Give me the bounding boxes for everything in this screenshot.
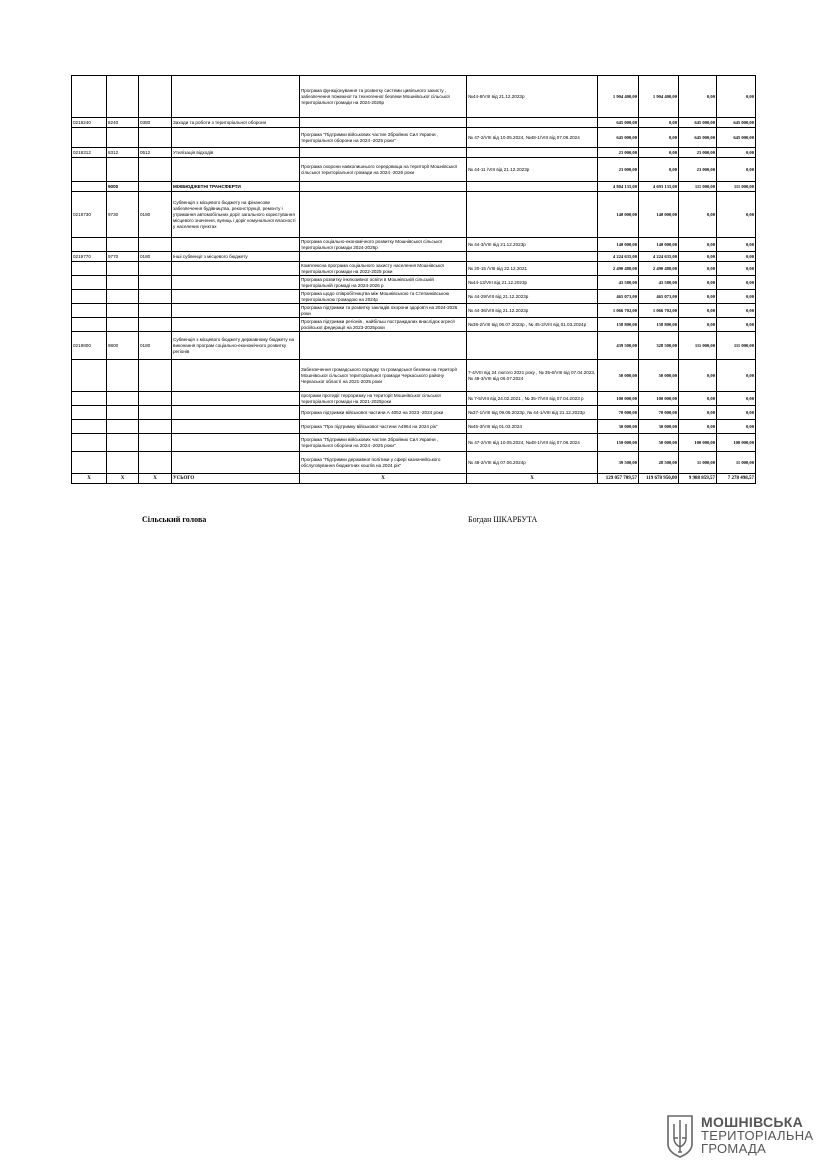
cell-local-program-name bbox=[300, 148, 467, 158]
cell-local-program-name: програми протидії терроризму на території Мошнівської сільської територіальної громади на 2021-2025роки bbox=[300, 392, 467, 406]
cell-kpkvk-short-code bbox=[107, 406, 139, 420]
cell-special-fund-amount: 0,00 bbox=[679, 392, 717, 406]
cell-kpkvk-code bbox=[72, 290, 107, 304]
cell-program-name bbox=[172, 452, 300, 474]
cell-kpkvk-short-code bbox=[107, 360, 139, 392]
table-row bbox=[72, 182, 756, 192]
cell-kpkvk-short-code bbox=[107, 158, 139, 182]
cell-local-program-name bbox=[300, 118, 467, 128]
cell-kpkvk-code bbox=[72, 158, 107, 182]
cell-kfkvk-code bbox=[139, 276, 172, 290]
cell-kpkvk-short-code bbox=[107, 76, 139, 118]
cell-total-amount: 30 000,00 bbox=[598, 420, 639, 434]
table-row bbox=[72, 118, 756, 128]
cell-development-budget-amount: 0,00 bbox=[717, 158, 756, 182]
cell-kfkvk-code bbox=[139, 262, 172, 276]
cell-kfkvk-code bbox=[139, 304, 172, 318]
cell-kpkvk-short-code bbox=[107, 128, 139, 148]
cell-kfkvk-code bbox=[139, 360, 172, 392]
cell-local-program-name: Програма "Підтримки військових частин Збройних Сил України , територіальної оборони на 2024 -2025 роки" bbox=[300, 128, 467, 148]
cell-general-fund-amount: 28 500,00 bbox=[639, 452, 679, 474]
cell-kfkvk-code: 0180 bbox=[139, 192, 172, 238]
cell-decision-reference: №44-8/VIII від 21.12.2023р bbox=[467, 76, 598, 118]
table-row bbox=[72, 304, 756, 318]
cell-kpkvk-code bbox=[72, 128, 107, 148]
table-row bbox=[72, 148, 756, 158]
cell-local-program-name: Програма "Підтримки державної політики у сфері казначейського обслуговування бюджетних коштів на 2024 рік" bbox=[300, 452, 467, 474]
cell-total-amount: 2 490 480,00 bbox=[598, 262, 639, 276]
cell-decision-reference: № 44-36/VIII від 21.12.2023р bbox=[467, 304, 598, 318]
cell-special-fund-amount: 0,00 bbox=[679, 318, 717, 332]
cell-program-name: Субвенція з місцевого бюджету державному бюджету на виконання програм соціально-економічного розвитку регіонів bbox=[172, 332, 300, 360]
cell-program-name: МІЖБЮДЖЕТНІ ТРАНСФЕРТИ bbox=[172, 182, 300, 192]
cell-special-fund-amount: 111 000,00 bbox=[679, 332, 717, 360]
cell-program-name bbox=[172, 158, 300, 182]
cell-program-name: Утилізація відходів bbox=[172, 148, 300, 158]
cell-program-name bbox=[172, 392, 300, 406]
cell-program-name bbox=[172, 128, 300, 148]
cell-kpkvk-short-code bbox=[107, 452, 139, 474]
total-general-fund-amount: 119 678 950,00 bbox=[639, 474, 679, 484]
cell-decision-reference: № 44-11 /VIII від 21.12.2023р bbox=[467, 158, 598, 182]
cell-total-amount: 23 000,00 bbox=[598, 148, 639, 158]
cell-development-budget-amount: 0,00 bbox=[717, 290, 756, 304]
cell-general-fund-amount: 4 224 635,00 bbox=[639, 252, 679, 262]
cell-decision-reference: 7-4/VIII від 24 лютого 2021 року , № 35-6/VIII від 07.04.2023, № 48-3/VIII від 06.07.2024 bbox=[467, 360, 598, 392]
cell-local-program-name: Програма підтримки військової частини А 4052 на 2023 -2024 роки bbox=[300, 406, 467, 420]
cell-local-program-name: Програма підтримки та розвитку закладів охорони здоров'я на 2024-2026 роки bbox=[300, 304, 467, 318]
cell-kpkvk-code bbox=[72, 452, 107, 474]
cell-kpkvk-code: 0218312 bbox=[72, 148, 107, 158]
cell-local-program-name: Програма підтримки регіонів , найбільш постраждалих внаслідок агресії російської федерації на 2023-2025роки bbox=[300, 318, 467, 332]
cell-kpkvk-code bbox=[72, 238, 107, 252]
cell-kpkvk-short-code bbox=[107, 304, 139, 318]
cell-decision-reference: № 47-2/VIII від 10.05.2024, №48-1/VIII від 07.06.2024 bbox=[467, 434, 598, 452]
total-development-budget-amount: 7 278 498,57 bbox=[717, 474, 756, 484]
cell-kpkvk-code bbox=[72, 304, 107, 318]
cell-program-name bbox=[172, 262, 300, 276]
cell-local-program-name: Програма "Про підтримку військової частини А4964 на 2024 рік" bbox=[300, 420, 467, 434]
cell-kpkvk-short-code: 9000 bbox=[107, 182, 139, 192]
cell-local-program-name: Комплексна програма соціального захисту населення Мошнівської територіальної громади на 2022-2025 роки bbox=[300, 262, 467, 276]
cell-kpkvk-short-code: 8312 bbox=[107, 148, 139, 158]
cell-special-fund-amount: 0,00 bbox=[679, 290, 717, 304]
cell-special-fund-amount: 0,00 bbox=[679, 360, 717, 392]
cell-total-amount: 4 224 635,00 bbox=[598, 252, 639, 262]
cell-special-fund-amount: 0,00 bbox=[679, 276, 717, 290]
cell-kfkvk-code: 0380 bbox=[139, 118, 172, 128]
cell-development-budget-amount: 0,00 bbox=[717, 360, 756, 392]
cell-total-amount: 70 000,00 bbox=[598, 406, 639, 420]
cell-general-fund-amount: 2 490 480,00 bbox=[639, 262, 679, 276]
cell-kpkvk-short-code: 8240 bbox=[107, 118, 139, 128]
cell-development-budget-amount: 0,00 bbox=[717, 252, 756, 262]
cell-program-name bbox=[172, 304, 300, 318]
total-kfkvk-code: X bbox=[139, 474, 172, 484]
table-row bbox=[72, 452, 756, 474]
cell-total-amount: 140 000,00 bbox=[598, 192, 639, 238]
cell-kpkvk-short-code: 9800 bbox=[107, 332, 139, 360]
cell-kpkvk-short-code bbox=[107, 434, 139, 452]
cell-general-fund-amount: 328 500,00 bbox=[639, 332, 679, 360]
total-special-fund-amount: 9 988 859,57 bbox=[679, 474, 717, 484]
cell-development-budget-amount: 100 000,00 bbox=[717, 434, 756, 452]
cell-general-fund-amount: 0,00 bbox=[639, 118, 679, 128]
cell-kfkvk-code bbox=[139, 420, 172, 434]
cell-kpkvk-short-code bbox=[107, 276, 139, 290]
cell-development-budget-amount: 0,00 bbox=[717, 192, 756, 238]
table-row bbox=[72, 406, 756, 420]
cell-decision-reference: №45-3/VIII від 01.03.2024 bbox=[467, 420, 598, 434]
cell-special-fund-amount: 23 000,00 bbox=[679, 148, 717, 158]
cell-general-fund-amount: 140 000,00 bbox=[639, 238, 679, 252]
cell-general-fund-amount: 158 800,00 bbox=[639, 318, 679, 332]
cell-special-fund-amount: 100 000,00 bbox=[679, 434, 717, 452]
cell-local-program-name: Забезпечення громадського порядку та громадської безпеки на території Мошнівської сільської територіальної громади Черкаського району Черкаської області на 2021-2025 роки bbox=[300, 360, 467, 392]
cell-total-amount: 150 000,00 bbox=[598, 434, 639, 452]
cell-kpkvk-code: 0219770 bbox=[72, 252, 107, 262]
cell-kpkvk-code bbox=[72, 318, 107, 332]
cell-general-fund-amount: 0,00 bbox=[639, 148, 679, 158]
cell-general-fund-amount: 0,00 bbox=[639, 128, 679, 148]
cell-general-fund-amount: 50 000,00 bbox=[639, 360, 679, 392]
cell-special-fund-amount: 0,00 bbox=[679, 262, 717, 276]
table-row bbox=[72, 290, 756, 304]
signature-name: Богдан ШКАРБУТА bbox=[468, 515, 538, 524]
cell-development-budget-amount: 0,00 bbox=[717, 420, 756, 434]
cell-program-name: Заходи та роботи з територіальної оборони bbox=[172, 118, 300, 128]
cell-special-fund-amount: 0,00 bbox=[679, 238, 717, 252]
cell-total-amount: 465 073,00 bbox=[598, 290, 639, 304]
cell-program-name bbox=[172, 290, 300, 304]
cell-program-name bbox=[172, 76, 300, 118]
cell-total-amount: 439 500,00 bbox=[598, 332, 639, 360]
cell-development-budget-amount: 0,00 bbox=[717, 406, 756, 420]
table-row bbox=[72, 392, 756, 406]
cell-kpkvk-code bbox=[72, 434, 107, 452]
cell-decision-reference: №37-1/VIII від 09.06.2023р, № 44-1/VIII від 21.12.2023р bbox=[467, 406, 598, 420]
cell-total-amount: 39 500,00 bbox=[598, 452, 639, 474]
cell-development-budget-amount: 0,00 bbox=[717, 392, 756, 406]
cell-kpkvk-short-code bbox=[107, 262, 139, 276]
cell-development-budget-amount: 0,00 bbox=[717, 276, 756, 290]
cell-kfkvk-code bbox=[139, 406, 172, 420]
cell-kfkvk-code bbox=[139, 238, 172, 252]
cell-program-name bbox=[172, 276, 300, 290]
cell-decision-reference: № 7-5/VIII від 24.02.2021 , № 35-7/VIII від 07.04.2023 р bbox=[467, 392, 598, 406]
cell-decision-reference: № 47-2/VIII від 10.05.2024, №48-1/VIII від 07.06.2024 bbox=[467, 128, 598, 148]
cell-general-fund-amount: 1 066 702,00 bbox=[639, 304, 679, 318]
cell-total-amount: 645 000,00 bbox=[598, 128, 639, 148]
cell-local-program-name bbox=[300, 192, 467, 238]
cell-general-fund-amount: 0,00 bbox=[639, 158, 679, 182]
cell-kfkvk-code bbox=[139, 452, 172, 474]
table-row bbox=[72, 128, 756, 148]
cell-local-program-name bbox=[300, 332, 467, 360]
cell-program-name bbox=[172, 318, 300, 332]
table-row bbox=[72, 262, 756, 276]
cell-general-fund-amount: 100 000,00 bbox=[639, 392, 679, 406]
cell-development-budget-amount: 645 000,00 bbox=[717, 118, 756, 128]
cell-kpkvk-code bbox=[72, 262, 107, 276]
cell-decision-reference: № 44-3/VIII від 21.12.2023р bbox=[467, 238, 598, 252]
cell-decision-reference bbox=[467, 252, 598, 262]
cell-local-program-name bbox=[300, 182, 467, 192]
cell-total-amount: 645 000,00 bbox=[598, 118, 639, 128]
cell-development-budget-amount: 11 000,00 bbox=[717, 452, 756, 474]
cell-kfkvk-code: 0512 bbox=[139, 148, 172, 158]
cell-local-program-name: Програма щодо співробітництва між Мошнівською та Степанківською територіальною громадою на 2024р bbox=[300, 290, 467, 304]
cell-decision-reference: № 48-2/VIII від 07.06.2024р bbox=[467, 452, 598, 474]
cell-kpkvk-short-code bbox=[107, 420, 139, 434]
cell-development-budget-amount: 0,00 bbox=[717, 238, 756, 252]
cell-general-fund-amount: 140 000,00 bbox=[639, 192, 679, 238]
cell-kpkvk-code bbox=[72, 406, 107, 420]
cell-kpkvk-short-code bbox=[107, 392, 139, 406]
cell-total-amount: 140 000,00 bbox=[598, 238, 639, 252]
cell-kfkvk-code bbox=[139, 128, 172, 148]
cell-kfkvk-code bbox=[139, 290, 172, 304]
cell-decision-reference bbox=[467, 182, 598, 192]
cell-kpkvk-code bbox=[72, 392, 107, 406]
table-row bbox=[72, 332, 756, 360]
cell-development-budget-amount: 0,00 bbox=[717, 318, 756, 332]
cell-total-amount: 43 580,00 bbox=[598, 276, 639, 290]
cell-local-program-name: Програма охорони навколишнього середовища на території Мошнівської сільської територіальної громади на 2024 -2026 роки bbox=[300, 158, 467, 182]
cell-total-amount: 1 904 400,00 bbox=[598, 76, 639, 118]
cell-general-fund-amount: 30 000,00 bbox=[639, 420, 679, 434]
cell-development-budget-amount: 0,00 bbox=[717, 304, 756, 318]
cell-general-fund-amount: 1 904 400,00 bbox=[639, 76, 679, 118]
cell-special-fund-amount: 0,00 bbox=[679, 76, 717, 118]
table-row bbox=[72, 252, 756, 262]
table-row bbox=[72, 158, 756, 182]
cell-decision-reference bbox=[467, 148, 598, 158]
total-decision-reference: X bbox=[467, 474, 598, 484]
cell-decision-reference bbox=[467, 332, 598, 360]
cell-general-fund-amount: 4 693 135,00 bbox=[639, 182, 679, 192]
cell-decision-reference bbox=[467, 118, 598, 128]
table-row bbox=[72, 420, 756, 434]
cell-program-name: Інші субвенції з місцевого бюджету bbox=[172, 252, 300, 262]
cell-special-fund-amount: 645 000,00 bbox=[679, 118, 717, 128]
total-local-program-name: X bbox=[300, 474, 467, 484]
cell-kpkvk-code: 0219730 bbox=[72, 192, 107, 238]
cell-local-program-name bbox=[300, 252, 467, 262]
cell-kpkvk-short-code bbox=[107, 290, 139, 304]
cell-kpkvk-short-code: 9770 bbox=[107, 252, 139, 262]
cell-kpkvk-code: 0218240 bbox=[72, 118, 107, 128]
cell-kpkvk-code bbox=[72, 276, 107, 290]
cell-total-amount: 4 804 135,00 bbox=[598, 182, 639, 192]
table-row bbox=[72, 360, 756, 392]
cell-program-name bbox=[172, 238, 300, 252]
cell-kfkvk-code bbox=[139, 182, 172, 192]
cell-special-fund-amount: 0,00 bbox=[679, 252, 717, 262]
total-kpkvk-short-code: X bbox=[107, 474, 139, 484]
table-row bbox=[72, 76, 756, 118]
cell-program-name bbox=[172, 360, 300, 392]
table-total-row bbox=[72, 474, 756, 484]
cell-kfkvk-code bbox=[139, 434, 172, 452]
cell-special-fund-amount: 11 000,00 bbox=[679, 452, 717, 474]
cell-special-fund-amount: 0,00 bbox=[679, 192, 717, 238]
cell-special-fund-amount: 23 000,00 bbox=[679, 158, 717, 182]
community-logo bbox=[665, 1114, 814, 1158]
cell-kfkvk-code: 0180 bbox=[139, 332, 172, 360]
cell-total-amount: 23 000,00 bbox=[598, 158, 639, 182]
cell-program-name bbox=[172, 406, 300, 420]
cell-kpkvk-short-code: 9730 bbox=[107, 192, 139, 238]
cell-general-fund-amount: 70 000,00 bbox=[639, 406, 679, 420]
cell-local-program-name: Програма "Підтримки військових частин Збройних Сил України , територіальної оборони на 2024 -2025 роки" bbox=[300, 434, 467, 452]
total-kpkvk-code: X bbox=[72, 474, 107, 484]
cell-development-budget-amount: 0,00 bbox=[717, 76, 756, 118]
total-total-amount: 129 057 709,57 bbox=[598, 474, 639, 484]
cell-kfkvk-code bbox=[139, 158, 172, 182]
cell-special-fund-amount: 0,00 bbox=[679, 304, 717, 318]
logo-text-line1: МОШНІВСЬКА bbox=[701, 1114, 804, 1130]
cell-kpkvk-code bbox=[72, 182, 107, 192]
cell-kpkvk-code: 0219800 bbox=[72, 332, 107, 360]
cell-general-fund-amount: 465 073,00 bbox=[639, 290, 679, 304]
cell-total-amount: 50 000,00 bbox=[598, 360, 639, 392]
logo-text-line2: ТЕРИТОРІАЛЬНА bbox=[701, 1128, 814, 1143]
cell-kfkvk-code bbox=[139, 76, 172, 118]
cell-total-amount: 100 000,00 bbox=[598, 392, 639, 406]
cell-decision-reference: №38-2/VIII від 06.07.2023р , № 45-2/VIII від 01.03.2024р bbox=[467, 318, 598, 332]
cell-general-fund-amount: 50 000,00 bbox=[639, 434, 679, 452]
cell-program-name bbox=[172, 434, 300, 452]
cell-local-program-name: Програма соціально-економічного розвитку Мошнівської сільської територіальної громади 2024-2026р bbox=[300, 238, 467, 252]
table-row bbox=[72, 434, 756, 452]
signature-title: Сільський голова bbox=[142, 515, 207, 524]
trident-emblem-icon bbox=[665, 1114, 695, 1158]
total-program-name: УСЬОГО bbox=[172, 474, 300, 484]
cell-local-program-name: Програма розвитку інклюзивної освіти в Мошнівській сільській територіальній громаді на 2024-2026 р bbox=[300, 276, 467, 290]
cell-special-fund-amount: 0,00 bbox=[679, 406, 717, 420]
cell-kfkvk-code bbox=[139, 318, 172, 332]
cell-kfkvk-code bbox=[139, 392, 172, 406]
cell-kpkvk-code bbox=[72, 76, 107, 118]
cell-decision-reference: №44-13/VIII від 21.12.2023р bbox=[467, 276, 598, 290]
cell-development-budget-amount: 0,00 bbox=[717, 262, 756, 276]
cell-kpkvk-code bbox=[72, 360, 107, 392]
cell-total-amount: 1 066 702,00 bbox=[598, 304, 639, 318]
cell-development-budget-amount: 0,00 bbox=[717, 148, 756, 158]
cell-decision-reference: № 44-29/VIII від 21.12.2023р bbox=[467, 290, 598, 304]
cell-total-amount: 158 800,00 bbox=[598, 318, 639, 332]
cell-local-program-name: Програма функціонування та розвитку системи цивільного захисту , забезпечення пожежної та техногенної безпеки Мошнівської сільської територіальної громади на 2024-2026р bbox=[300, 76, 467, 118]
cell-general-fund-amount: 43 580,00 bbox=[639, 276, 679, 290]
cell-special-fund-amount: 645 000,00 bbox=[679, 128, 717, 148]
table-row bbox=[72, 238, 756, 252]
table-row bbox=[72, 276, 756, 290]
logo-text-line3: ГРОМАДА bbox=[701, 1141, 767, 1156]
budget-table bbox=[71, 75, 756, 484]
cell-kpkvk-short-code bbox=[107, 318, 139, 332]
cell-special-fund-amount: 111 000,00 bbox=[679, 182, 717, 192]
cell-kpkvk-code bbox=[72, 420, 107, 434]
cell-decision-reference: № 20-15 /VIII від 22.12.2021 bbox=[467, 262, 598, 276]
cell-development-budget-amount: 111 000,00 bbox=[717, 182, 756, 192]
budget-table-body bbox=[72, 76, 756, 484]
cell-decision-reference bbox=[467, 192, 598, 238]
cell-program-name bbox=[172, 420, 300, 434]
cell-special-fund-amount: 0,00 bbox=[679, 420, 717, 434]
cell-kfkvk-code: 0180 bbox=[139, 252, 172, 262]
table-row bbox=[72, 318, 756, 332]
logo-text bbox=[701, 1116, 813, 1155]
cell-kpkvk-short-code bbox=[107, 238, 139, 252]
cell-development-budget-amount: 111 000,00 bbox=[717, 332, 756, 360]
cell-development-budget-amount: 645 000,00 bbox=[717, 128, 756, 148]
table-row bbox=[72, 192, 756, 238]
cell-program-name: Субвенція з місцевого бюджету на фінансове забезпечення будівництва, реконструкції, ремонту і утримання автомобільних доріг загального користування місцевого значення, вулиць і доріг комунальної власності у населених пунктах bbox=[172, 192, 300, 238]
